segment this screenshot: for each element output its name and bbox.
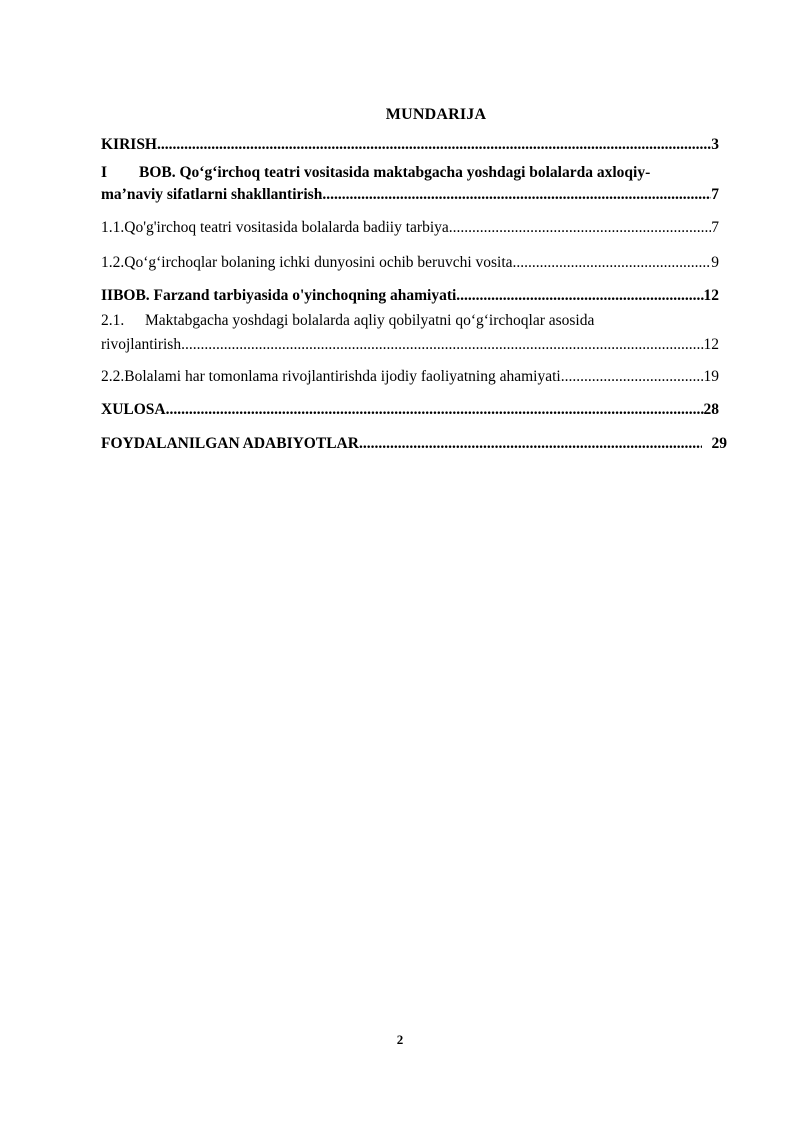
toc-entry-label: rivojlantirish bbox=[101, 336, 182, 353]
toc-entry-label: Bolalami har tomonlama rivojlantirishda ijodiy faoliyatning ahamiyati bbox=[124, 368, 561, 385]
toc-leader-dots bbox=[359, 435, 702, 453]
toc-leader-dots bbox=[449, 219, 711, 237]
toc-leader-dots bbox=[513, 254, 712, 272]
toc-entry-2-1-line1[interactable] bbox=[101, 312, 719, 334]
page-title: MUNDARIJA bbox=[385, 106, 487, 123]
toc-leader-dots bbox=[456, 287, 703, 305]
toc-entry-number: I bbox=[101, 164, 108, 181]
toc-entry-label: XULOSA bbox=[101, 401, 166, 418]
toc-leader-dots bbox=[561, 368, 704, 386]
toc-entry-xulosa[interactable] bbox=[101, 401, 719, 423]
toc-leader-dots bbox=[181, 336, 703, 354]
toc-entry-label-line1: BOB. Qo‘g‘irchoq teatri vositasida maktabgacha yoshdagi bolalarda axloqiy- bbox=[139, 164, 651, 181]
toc-entry-page: 29 bbox=[711, 435, 727, 452]
toc-entry-2-1[interactable] bbox=[101, 336, 719, 358]
toc-entry-page: 7 bbox=[711, 219, 719, 236]
toc-entry-chapter-1[interactable] bbox=[101, 186, 719, 208]
toc-entry-chapter-2[interactable] bbox=[101, 287, 719, 309]
toc-entry-bibliography[interactable] bbox=[101, 435, 727, 457]
toc-entry-label: BOB. Farzand tarbiyasida o'yinchoqning ahamiyati bbox=[113, 287, 457, 304]
toc-entry-1-2[interactable] bbox=[101, 254, 719, 276]
toc-entry-page: 28 bbox=[703, 401, 719, 418]
toc-entry-kirish[interactable] bbox=[101, 136, 719, 158]
toc-entry-label-line1: Maktabgacha yoshdagi bolalarda aqliy qobilyatni qo‘g‘irchoqlar asosida bbox=[145, 312, 595, 329]
toc-entry-label: ma’naviy sifatlarni shakllantirish bbox=[101, 186, 323, 203]
toc-entry-number: 1.2. bbox=[101, 254, 125, 271]
toc-entry-page: 7 bbox=[711, 186, 719, 203]
toc-entry-number: 1.1. bbox=[101, 219, 125, 236]
toc-entry-label: FOYDALANILGAN ADABIYOTLAR bbox=[101, 435, 359, 452]
toc-leader-dots bbox=[166, 401, 704, 419]
toc-entry-label: Qo'g'irchoq teatri vositasida bolalarda badiiy tarbiya bbox=[124, 219, 449, 236]
toc-entry-number: 2.1. bbox=[101, 312, 125, 329]
toc-entry-page: 12 bbox=[703, 336, 719, 353]
toc-entry-page: 3 bbox=[711, 136, 719, 153]
toc-leader-dots bbox=[322, 186, 711, 204]
toc-entry-label: Qo‘g‘irchoqlar bolaning ichki dunyosini ochib beruvchi vosita bbox=[124, 254, 513, 271]
toc-entry-2-2[interactable] bbox=[101, 368, 719, 390]
toc-entry-label: KIRISH bbox=[101, 136, 157, 153]
toc-entry-page: 9 bbox=[711, 254, 719, 271]
toc-leader-dots bbox=[157, 136, 711, 154]
toc-entry-page: 12 bbox=[703, 287, 719, 304]
toc-entry-number: 2.2. bbox=[101, 368, 125, 385]
toc-entry-chapter-1-line1[interactable] bbox=[101, 164, 719, 186]
toc-entry-1-1[interactable] bbox=[101, 219, 719, 241]
page-number: 2 bbox=[396, 1032, 404, 1047]
toc-entry-page: 19 bbox=[703, 368, 719, 385]
toc-entry-number: II bbox=[101, 287, 114, 304]
